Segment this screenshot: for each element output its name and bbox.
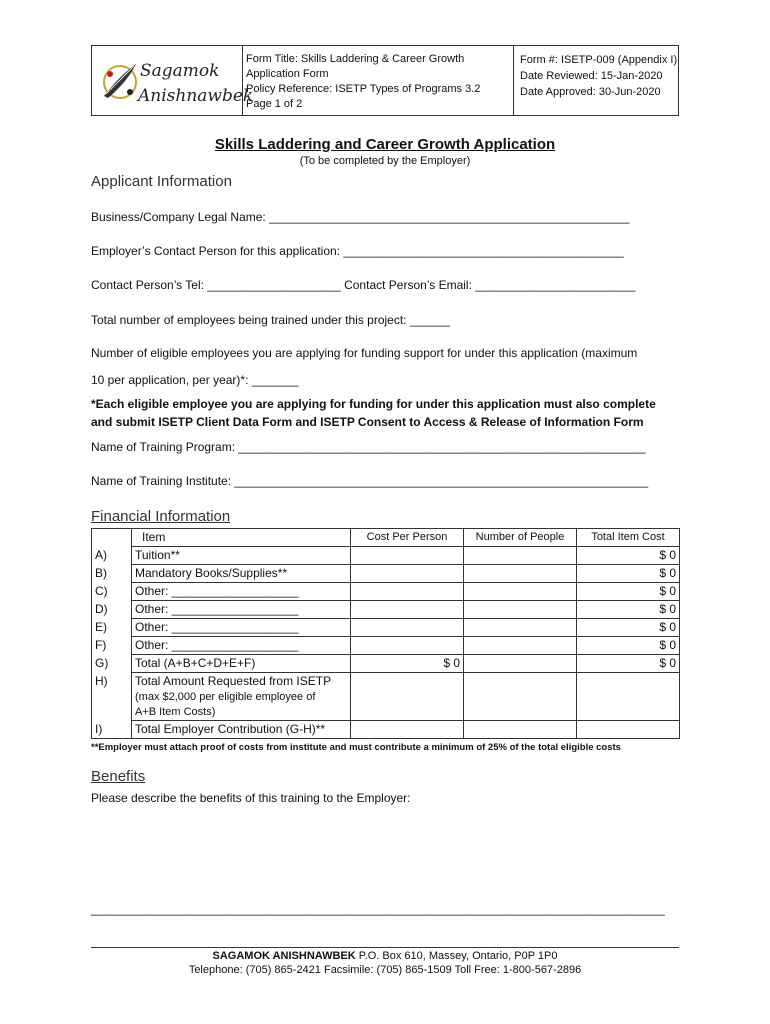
table-row [92,655,680,673]
requested-sub2: A+B Item Costs) [135,706,216,718]
table-row [92,565,680,583]
table-row [92,637,680,655]
table-row [92,583,680,601]
logo-cell [92,46,254,115]
row-total: $ 0 [577,601,680,619]
row-cost[interactable] [351,547,464,565]
row-item: Total Employer Contribution (G-H)** [132,721,351,739]
form-info-cell [242,46,514,115]
policy-reference: Policy Reference: ISETP Types of Programs 3.2 [246,83,481,95]
benefits-section-heading: Benefits [91,768,146,785]
employee-note-line1: *Each eligible employee you are applying for funding for under this application must also complete [91,397,656,411]
page-title: Skills Laddering and Career Growth Application [214,136,556,153]
row-cost[interactable] [351,721,464,739]
form-title: Form Title: Skills Laddering & Career Growth [246,53,465,65]
row-total[interactable] [577,673,680,721]
employee-note-line2: and submit ISETP Client Data Form and ISETP Consent to Access & Release of Information Form [91,415,644,429]
footer-phones: Telephone: (705) 865-2421 Facsimile: (705) 865-1509 Toll Free: 1-800-567-2896 [188,964,582,976]
row-total: $ 0 [577,547,680,565]
cost-col-header: Cost Per Person [351,529,464,547]
row-cost[interactable] [351,673,464,721]
row-letter: E) [92,619,132,637]
row-people[interactable] [464,547,577,565]
row-cost[interactable] [351,619,464,637]
page-subtitle: (To be completed by the Employer) [299,155,471,167]
table-header-row [92,529,680,547]
business-name-field[interactable]: Business/Company Legal Name: ______________________________________________________ [91,210,630,224]
row-letter: H) [92,673,132,721]
row-item[interactable]: Other: ___________________ [132,583,351,601]
logo-text-line2: Anishnawbek [138,86,254,106]
row-letter: B) [92,565,132,583]
footer-org: SAGAMOK ANISHNAWBEK [212,950,356,962]
form-number: Form #: ISETP-009 (Appendix I) [520,54,678,66]
page-number: Page 1 of 2 [246,98,303,110]
financial-section-heading: Financial Information [91,508,231,525]
row-letter: D) [92,601,132,619]
row-total[interactable] [577,721,680,739]
row-people[interactable] [464,601,577,619]
table-row [92,601,680,619]
financial-table [91,528,680,739]
requested-label: Total Amount Requested from ISETP [135,674,332,688]
people-col-header: Number of People [464,529,577,547]
row-people[interactable] [464,565,577,583]
row-cost[interactable] [351,565,464,583]
footer-address [0,950,770,962]
total-employees-field[interactable]: Total number of employees being trained under this project: ______ [91,313,450,327]
row-letter: G) [92,655,132,673]
row-letter: A) [92,547,132,565]
row-total: $ 0 [577,619,680,637]
row-cost[interactable] [351,583,464,601]
eligible-employees-line1: Number of eligible employees you are applying for funding support for under this application (maximum [91,346,638,360]
row-total: $ 0 [577,583,680,601]
row-people[interactable] [464,673,577,721]
form-header [91,45,679,116]
table-row-requested [92,673,680,721]
eligible-employees-field[interactable]: 10 per application, per year)*: _______ [91,373,299,387]
row-cost[interactable] [351,637,464,655]
training-institute-field[interactable]: Name of Training Institute: ______________________________________________________________ [91,474,649,488]
total-col-header: Total Item Cost [577,529,680,547]
letter-col-header [92,529,132,547]
row-total: $ 0 [577,637,680,655]
row-item[interactable]: Other: ___________________ [132,637,351,655]
row-item[interactable]: Other: ___________________ [132,601,351,619]
row-letter: F) [92,637,132,655]
benefits-prompt: Please describe the benefits of this training to the Employer: [91,791,411,805]
requested-sub1: (max $2,000 per eligible employee of [135,691,316,703]
row-total: $ 0 [577,565,680,583]
row-letter: C) [92,583,132,601]
date-reviewed: Date Reviewed: 15-Jan-2020 [520,70,663,82]
form-title-cont: Application Form [246,68,329,80]
contact-person-field[interactable]: Employer’s Contact Person for this application: __________________________________________ [91,244,624,258]
row-people[interactable] [464,619,577,637]
footer-po-box: P.O. Box 610, Massey, Ontario, P0P 1P0 [355,950,558,962]
contact-tel-email-field[interactable]: Contact Person’s Tel: ____________________ Contact Person’s Email: ________________________ [91,278,636,292]
row-item [132,673,351,721]
date-approved: Date Approved: 30-Jun-2020 [520,86,661,98]
row-people[interactable] [464,721,577,739]
row-people [464,655,577,673]
row-cost: $ 0 [351,655,464,673]
row-people[interactable] [464,583,577,601]
table-row [92,619,680,637]
row-item: Mandatory Books/Supplies** [132,565,351,583]
table-row [92,547,680,565]
row-item: Total (A+B+C+D+E+F) [132,655,351,673]
row-item: Tuition** [132,547,351,565]
logo-text-line1: Sagamok [140,61,220,81]
form-dates-cell [514,46,678,115]
benefits-answer-line[interactable]: ______________________________________________________________________________________ [91,902,665,916]
financial-note: **Employer must attach proof of costs from institute and must contribute a minimum of 25% of the total eligible costs [91,742,621,753]
applicant-section-heading: Applicant Information [91,173,232,190]
row-cost[interactable] [351,601,464,619]
item-col-header: Item [132,529,351,547]
training-program-field[interactable]: Name of Training Program: _____________________________________________________________ [91,440,646,454]
row-letter: I) [92,721,132,739]
row-total: $ 0 [577,655,680,673]
row-people[interactable] [464,637,577,655]
table-row-contribution [92,721,680,739]
footer-divider [91,947,679,948]
row-item[interactable]: Other: ___________________ [132,619,351,637]
